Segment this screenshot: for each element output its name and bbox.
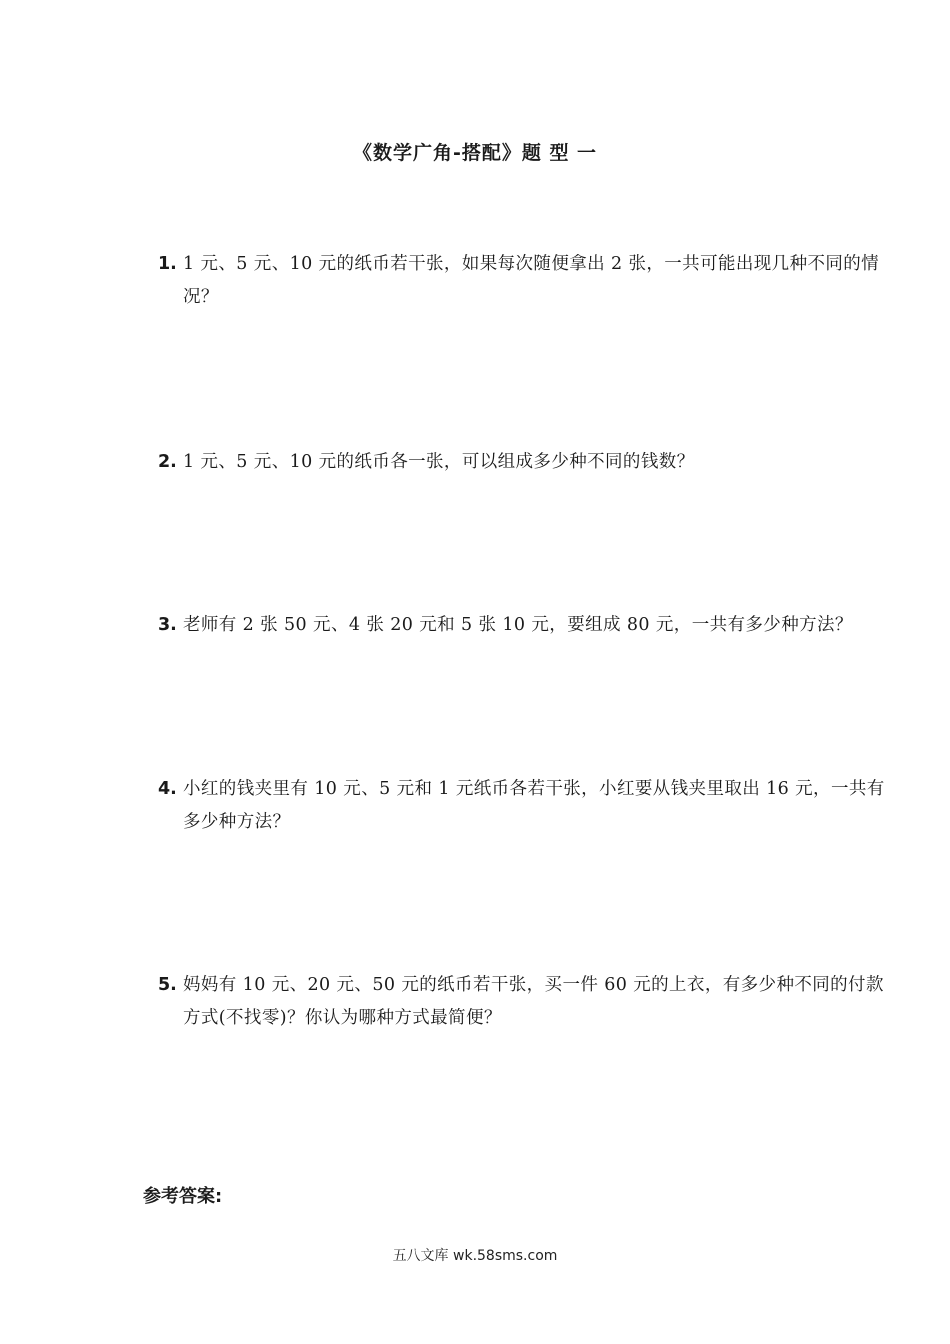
page-title: 《数学广角-搭配》题 型 一 xyxy=(352,142,598,164)
question-3 xyxy=(158,609,893,642)
question-text: 老师有 2 张 50 元、4 张 20 元和 5 张 10 元，要组成 80 元，一共有多少种方法？ xyxy=(183,615,853,635)
question-4 xyxy=(158,773,893,839)
question-text: 1 元、5 元、10 元的纸币各一张，可以组成多少种不同的钱数？ xyxy=(183,452,695,472)
question-text: 1 元、5 元、10 元的纸币若干张，如果每次随便拿出 2 张，一共可能出现几种不同的情况？ xyxy=(183,254,880,307)
question-number: 2. xyxy=(158,452,177,472)
question-number: 3. xyxy=(158,615,177,635)
question-number: 5. xyxy=(158,975,177,995)
question-number: 1. xyxy=(158,254,177,274)
question-text: 小红的钱夹里有 10 元、5 元和 1 元纸币各若干张，小红要从钱夹里取出 16 元，一共有多少种方法？ xyxy=(183,779,885,832)
question-5 xyxy=(158,969,893,1035)
question-1 xyxy=(158,248,893,314)
question-text: 妈妈有 10 元、20 元、50 元的纸币若干张，买一件 60 元的上衣，有多少种不同的付款方式(不找零)？你认为哪种方式最简便？ xyxy=(183,975,884,1028)
footer-watermark: 五八文库 wk.58sms.com xyxy=(392,1248,558,1264)
question-2 xyxy=(158,446,893,479)
question-number: 4. xyxy=(158,779,177,799)
answer-heading: 参考答案: xyxy=(143,1186,223,1207)
